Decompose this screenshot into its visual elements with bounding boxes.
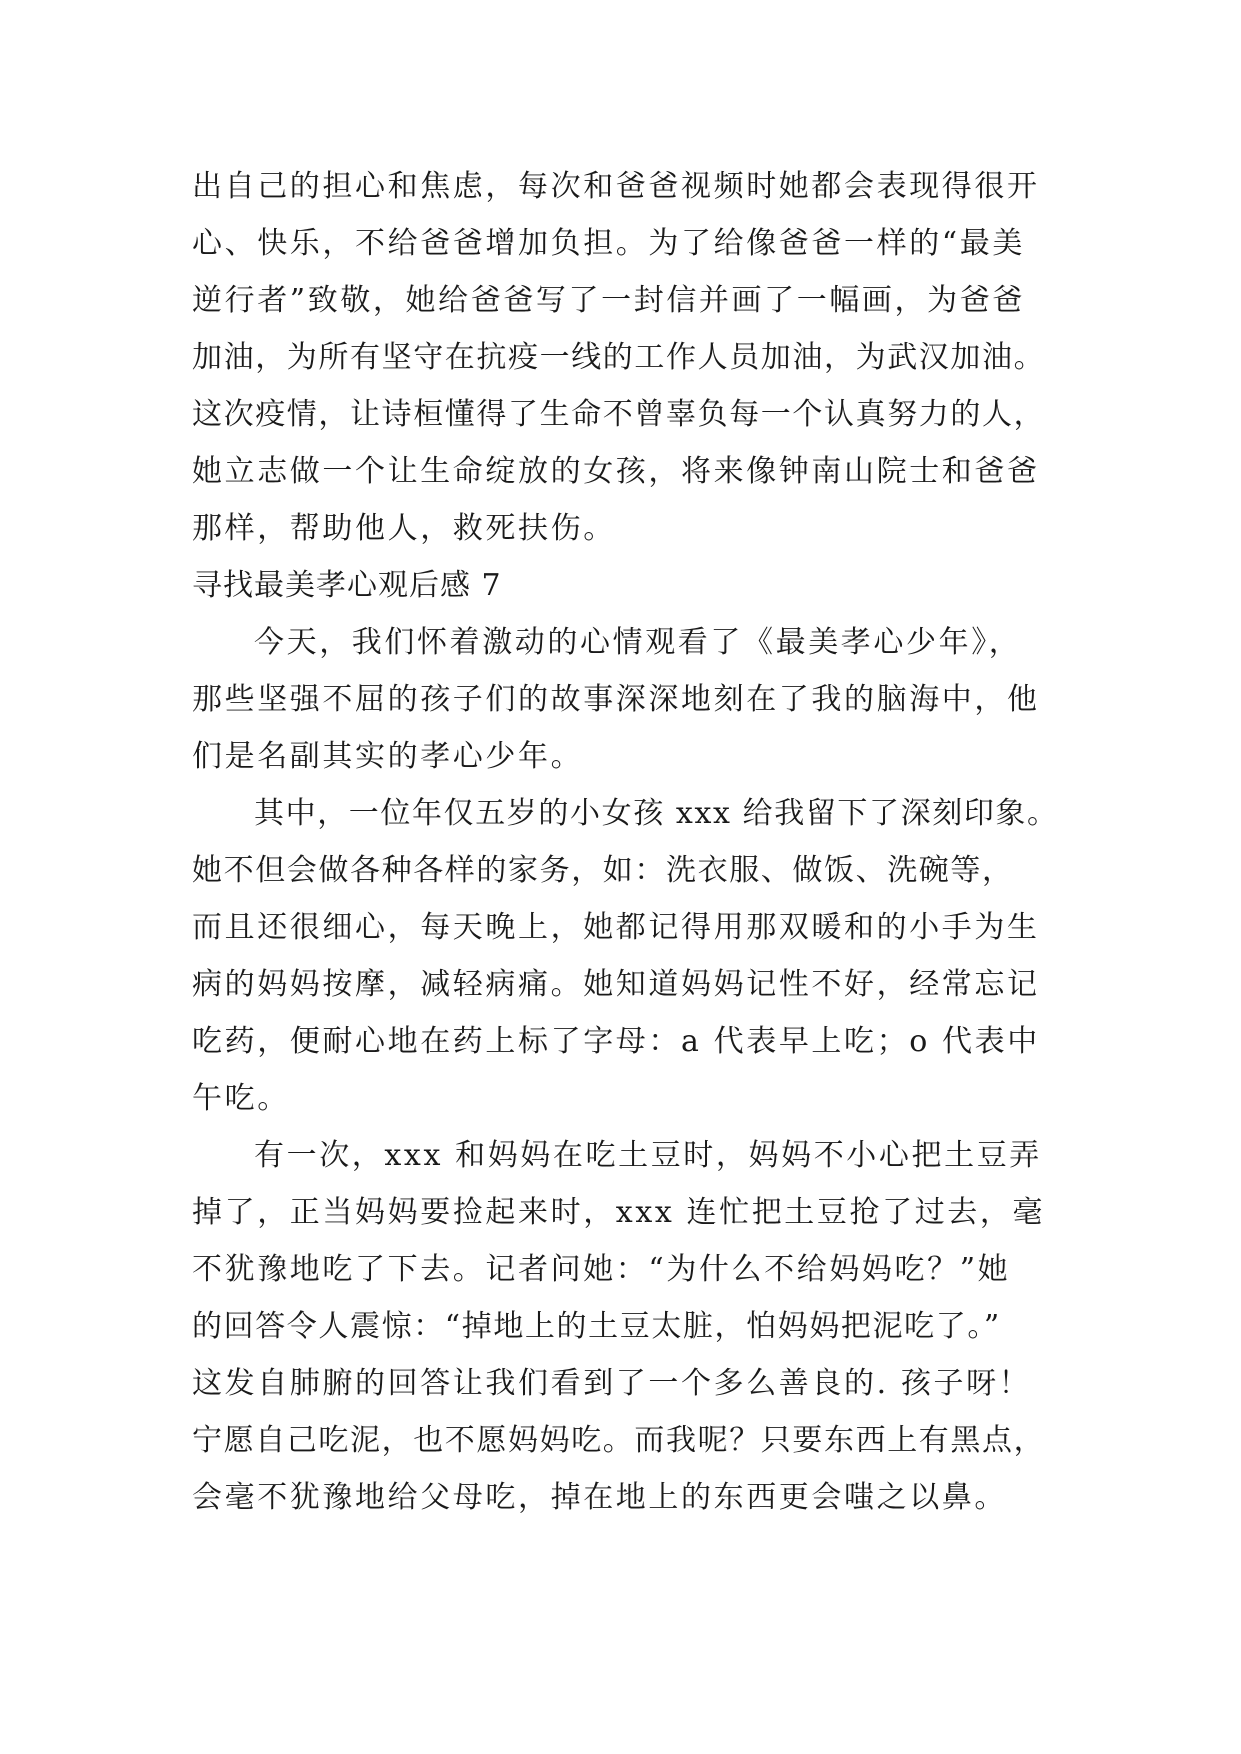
- paragraph-first-line: 今天，我们怀着激动的心情观看了《最美孝心少年》，: [254, 625, 1022, 660]
- text-line: 而且还很细心，每天晚上，她都记得用那双暖和的小手为生: [192, 910, 1040, 945]
- text-line: 掉了，正当妈妈要捡起来时，xxx 连忙把土豆抢了过去，毫: [192, 1195, 1046, 1230]
- text-line: 这次疫情，让诗桓懂得了生命不曾辜负每一个认真努力的人，: [192, 397, 1046, 432]
- text-line: 宁愿自己吃泥，也不愿妈妈吃。而我呢？只要东西上有黑点，: [192, 1423, 1046, 1458]
- text-line: 不犹豫地吃了下去。记者问她：“为什么不给妈妈吃？”她: [192, 1252, 1011, 1287]
- text-line: 她不但会做各种各样的家务，如：洗衣服、做饭、洗碗等，: [192, 853, 1014, 888]
- text-line: 逆行者”致敬，她给爸爸写了一封信并画了一幅画，为爸爸: [192, 283, 1025, 318]
- section-heading: 寻找最美孝心观后感 7: [192, 568, 502, 603]
- text-line: 吃药，便耐心地在药上标了字母：a 代表早上吃；o 代表中: [192, 1024, 1040, 1059]
- text-line: 出自己的担心和焦虑，每次和爸爸视频时她都会表现得很开: [192, 169, 1040, 204]
- text-line: 会毫不犹豫地给父母吃，掉在地上的东西更会嗤之以鼻。: [192, 1480, 1007, 1515]
- text-line: 心、快乐，不给爸爸增加负担。为了给像爸爸一样的“最美: [192, 226, 1025, 261]
- text-line: 午吃。: [192, 1081, 290, 1116]
- text-line: 的回答令人震惊：“掉地上的土豆太脏，怕妈妈把泥吃了。”: [192, 1309, 1001, 1344]
- text-line: 那样，帮助他人，救死扶伤。: [192, 511, 616, 546]
- text-line: 病的妈妈按摩，减轻病痛。她知道妈妈记性不好，经常忘记: [192, 967, 1040, 1002]
- paragraph-first-line: 有一次，xxx 和妈妈在吃土豆时，妈妈不小心把土豆弄: [254, 1138, 1042, 1173]
- text-line: 们是名副其实的孝心少年。: [192, 739, 584, 774]
- text-line: 那些坚强不屈的孩子们的故事深深地刻在了我的脑海中，他: [192, 682, 1040, 717]
- text-line: 她立志做一个让生命绽放的女孩，将来像钟南山院士和爸爸: [192, 454, 1040, 489]
- document-body: [192, 158, 1072, 1526]
- text-line: 这发自肺腑的回答让我们看到了一个多么善良的. 孩子呀！: [192, 1366, 1032, 1401]
- text-line: 加油，为所有坚守在抗疫一线的工作人员加油，为武汉加油。: [192, 340, 1046, 375]
- paragraph-first-line: 其中，一位年仅五岁的小女孩 xxx 给我留下了深刻印象。: [254, 796, 1059, 831]
